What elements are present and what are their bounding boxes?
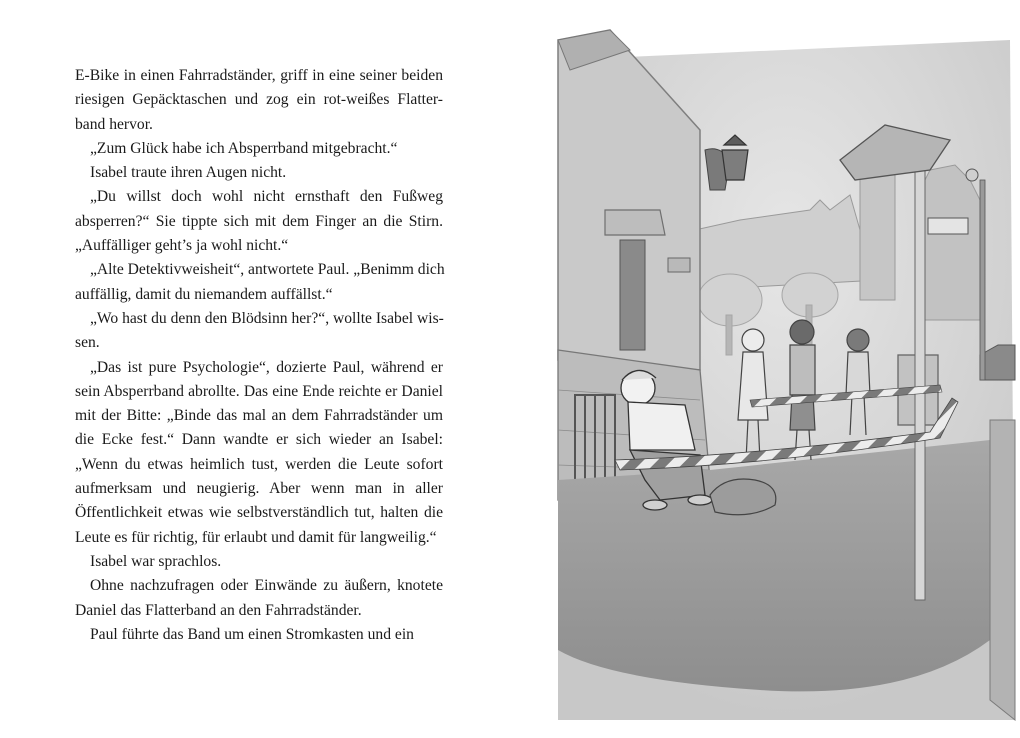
text-line: „Das ist pure Psychologie“, dozierte Paul, während er bbox=[90, 358, 443, 376]
text-line: absperren?“ Sie tippte sich mit dem Finger an die Stirn. bbox=[75, 212, 443, 230]
text-line: auffällig, damit du niemandem auffällst.“ bbox=[75, 285, 333, 303]
text-line: „Wenn du etwas heimlich tust, werden die Leute sofort bbox=[75, 455, 443, 473]
text-line: riesigen Gepäcktaschen und zog ein rot-weißes Flatter- bbox=[75, 91, 443, 109]
text-line: sein Absperrband abrollte. Das eine Ende reichte er Daniel bbox=[75, 382, 443, 400]
text-line: band hervor. bbox=[75, 115, 153, 133]
text-line: sen. bbox=[75, 334, 100, 352]
text-line: „Wo hast du denn den Blödsinn her?“, wollte Isabel wis- bbox=[90, 309, 444, 327]
text-line: aufmerksam und neugierig. Aber wenn man in aller bbox=[75, 480, 443, 498]
story-text bbox=[75, 64, 443, 647]
text-line: Isabel traute ihren Augen nicht. bbox=[90, 164, 287, 182]
text-line: mit der Bitte: „Binde das mal an dem Fahrradständer um bbox=[75, 407, 443, 425]
text-line: E-Bike in einen Fahrradständer, griff in eine seiner beiden bbox=[75, 67, 443, 84]
text-line: die Ecke fest.“ Dann wandte er sich wieder an Isabel: bbox=[75, 431, 443, 449]
curb bbox=[990, 420, 1015, 720]
right-page bbox=[510, 0, 1020, 738]
text-line: „Du willst doch wohl nicht ernsthaft den Fußweg bbox=[90, 188, 443, 206]
text-line: Paul führte das Band um einen Stromkasten und ein bbox=[90, 625, 414, 643]
text-line: „Auffälliger geht’s ja wohl nicht.“ bbox=[75, 237, 289, 255]
story-illustration bbox=[510, 0, 1020, 738]
text-line: Daniel das Flatterband an den Fahrradständer. bbox=[75, 601, 362, 619]
text-line: Isabel war sprachlos. bbox=[90, 552, 222, 570]
text-line: Ohne nachzufragen oder Einwände zu äußern, knotete bbox=[90, 577, 443, 595]
text-line: Leute es für richtig, für erlaubt und damit für langweilig.“ bbox=[75, 528, 437, 546]
text-line: „Alte Detektivweisheit“, antwortete Paul. „Benimm dich bbox=[90, 261, 445, 279]
text-line: „Zum Glück habe ich Absperrband mitgebracht.“ bbox=[90, 139, 398, 157]
text-line: Öffentlichkeit etwas wie selbstverständlich tut, halten die bbox=[75, 504, 443, 522]
